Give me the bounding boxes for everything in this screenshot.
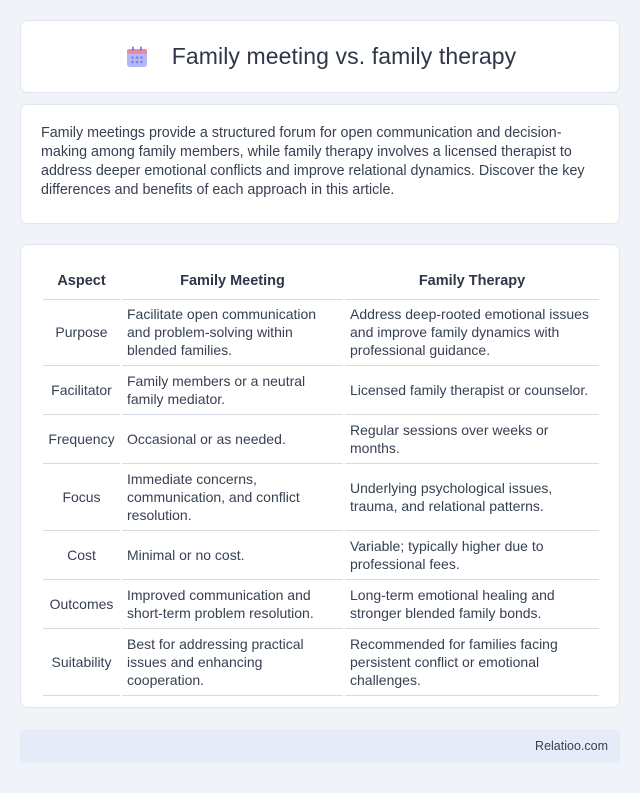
aspect-cell: Purpose (43, 299, 121, 365)
page-title: Family meeting vs. family therapy (171, 43, 517, 69)
therapy-cell: Address deep-rooted emotional issues and improve family dynamics with professional guidance. (344, 299, 599, 365)
calendar-icon (124, 44, 150, 70)
header-family-meeting: Family Meeting (121, 263, 344, 299)
therapy-cell: Recommended for families facing persistent conflict or emotional challenges. (344, 628, 599, 695)
title-card (20, 20, 620, 93)
aspect-cell: Cost (43, 530, 121, 579)
table-header-row (43, 263, 599, 299)
meeting-cell: Immediate concerns, communication, and conflict resolution. (121, 463, 344, 530)
footer (20, 729, 620, 763)
aspect-cell: Frequency (43, 414, 121, 463)
table-row (43, 463, 599, 530)
therapy-cell: Regular sessions over weeks or months. (344, 414, 599, 463)
meeting-cell: Family members or a neutral family mediator. (121, 365, 344, 414)
comparison-table (43, 263, 599, 696)
therapy-cell: Underlying psychological issues, trauma, and relational patterns. (344, 463, 599, 530)
aspect-cell: Facilitator (43, 365, 121, 414)
comparison-card (20, 244, 620, 708)
therapy-cell: Variable; typically higher due to professional fees. (344, 530, 599, 579)
meeting-cell: Best for addressing practical issues and enhancing cooperation. (121, 628, 344, 695)
header-aspect: Aspect (43, 263, 121, 299)
table-row (43, 365, 599, 414)
table-row (43, 530, 599, 579)
meeting-cell: Minimal or no cost. (121, 530, 344, 579)
therapy-cell: Licensed family therapist or counselor. (344, 365, 599, 414)
table-row (43, 299, 599, 365)
aspect-cell: Outcomes (43, 579, 121, 628)
aspect-cell: Suitability (43, 628, 121, 695)
table-row (43, 579, 599, 628)
meeting-cell: Occasional or as needed. (121, 414, 344, 463)
meeting-cell: Facilitate open communication and problem-solving within blended families. (121, 299, 344, 365)
table-row (43, 414, 599, 463)
intro-text: Family meetings provide a structured forum for open communication and decision-making among family members, while family therapy involves a licensed therapist to address deeper emotional conflicts and improve relational dynamics. Discover the key differences and benefits of each approach in this article. (41, 125, 585, 198)
aspect-cell: Focus (43, 463, 121, 530)
header-family-therapy: Family Therapy (344, 263, 599, 299)
meeting-cell: Improved communication and short-term problem resolution. (121, 579, 344, 628)
footer-site-link[interactable]: Relatioo.com (535, 739, 608, 753)
therapy-cell: Long-term emotional healing and stronger blended family bonds. (344, 579, 599, 628)
table-row (43, 628, 599, 695)
intro-card (20, 104, 620, 224)
